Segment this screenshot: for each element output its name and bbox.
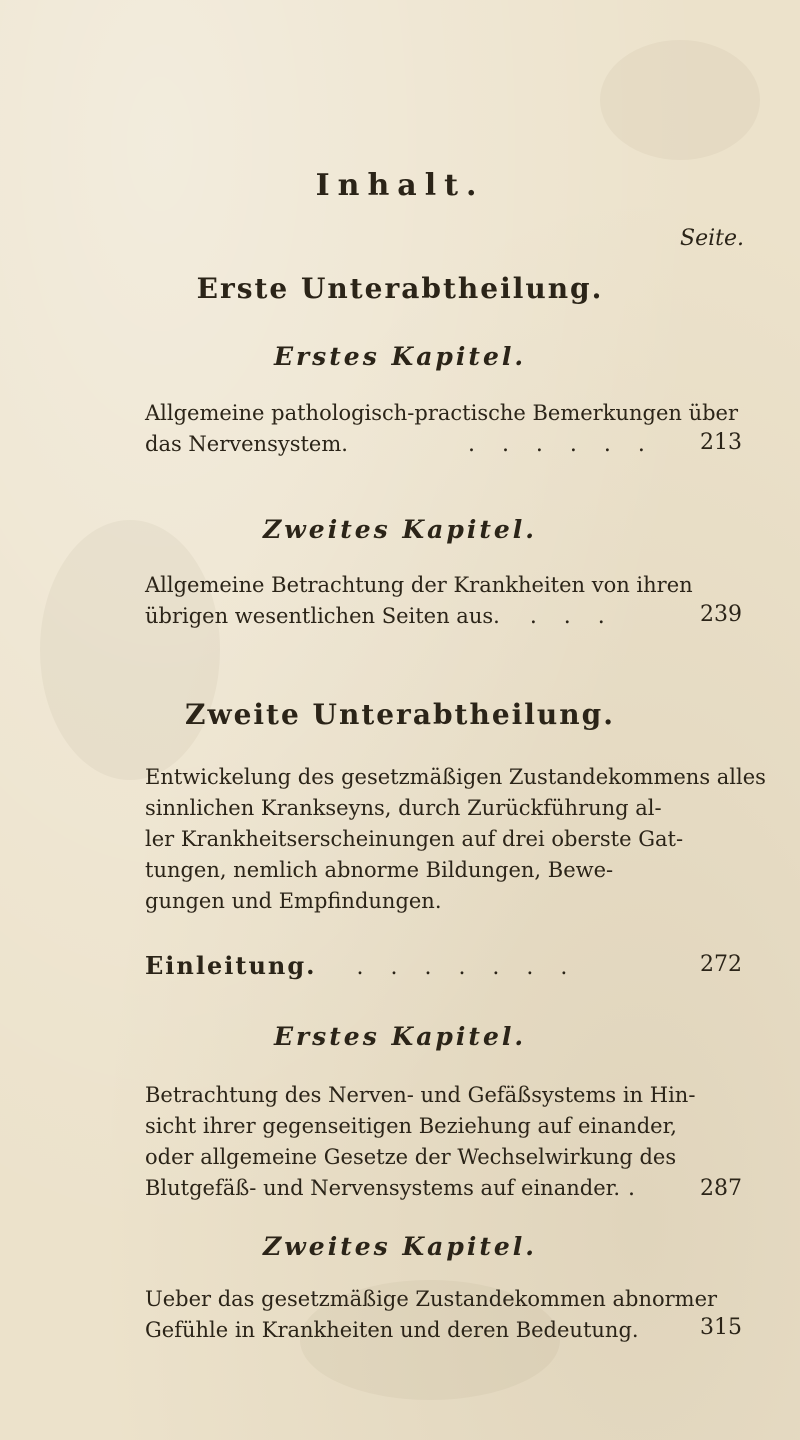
intro-line: tungen, nemlich abnorme Bildungen, Bewe-	[145, 858, 614, 882]
toc-entry-einleitung	[145, 950, 715, 983]
dot-leader: . . .	[529, 604, 615, 629]
intro-line: ler Krankheitserscheinungen auf drei oberste Gat-	[145, 827, 684, 851]
page-number: 239	[700, 602, 742, 627]
page-number: 315	[700, 1315, 742, 1340]
entry-line: Betrachtung des Nerven- und Gefäßsystems in Hin-	[145, 1083, 696, 1107]
toc-entry	[145, 1080, 715, 1204]
page-number: 287	[700, 1176, 742, 1201]
toc-entry	[145, 570, 715, 632]
chapter-heading: Zweites Kapitel.	[263, 515, 537, 544]
entry-line: Allgemeine pathologisch-practische Bemerkungen über	[145, 401, 739, 425]
entry-line	[145, 950, 715, 983]
toc-entry	[145, 1284, 718, 1346]
einleitung-label: Einleitung.	[145, 951, 317, 980]
entry-line	[145, 601, 715, 632]
entry-line: Allgemeine Betrachtung der Krankheiten von ihren	[145, 573, 693, 597]
part-heading-2: Zweite Unterabtheilung.	[185, 698, 615, 731]
entry-line-text: das Nervensystem.	[145, 432, 348, 456]
intro-line: gungen und Empfindungen.	[145, 889, 442, 913]
dot-leader: . . . . . . .	[356, 955, 578, 980]
intro-line: Entwickelung des gesetzmäßigen Zustandekommens alles	[145, 765, 766, 789]
entry-line: Ueber das gesetzmäßige Zustandekommen abnormer	[145, 1287, 718, 1311]
page-title: Inhalt.	[315, 168, 485, 203]
entry-line	[145, 429, 715, 460]
chapter-heading: Erstes Kapitel.	[273, 342, 527, 371]
dot-leader: . . . . . .	[467, 432, 655, 457]
chapter-heading: Zweites Kapitel.	[263, 1232, 537, 1261]
intro-line: sinnlichen Krankseyns, durch Zurückführung al-	[145, 796, 662, 820]
part-heading-1: Erste Unterabtheilung.	[196, 272, 604, 305]
entry-line-text: übrigen wesentlichen Seiten aus.	[145, 604, 500, 628]
entry-line: sicht ihrer gegenseitigen Beziehung auf einander,	[145, 1114, 677, 1138]
paper-stain	[600, 40, 760, 160]
paper-stain	[40, 520, 220, 780]
page-number: 272	[700, 952, 742, 977]
entry-line: Gefühle in Krankheiten und deren Bedeutung.	[145, 1318, 639, 1342]
section-intro	[145, 762, 766, 917]
entry-line: oder allgemeine Gesetze der Wechselwirkung des	[145, 1145, 677, 1169]
dot-leader: .	[628, 1176, 646, 1201]
chapter-heading: Erstes Kapitel.	[273, 1022, 527, 1051]
page-column-label: Seite.	[680, 226, 744, 251]
page-number: 213	[700, 430, 742, 455]
entry-line-text: Blutgefäß- und Nervensystems auf einander.	[145, 1176, 621, 1200]
entry-line	[145, 1173, 715, 1204]
